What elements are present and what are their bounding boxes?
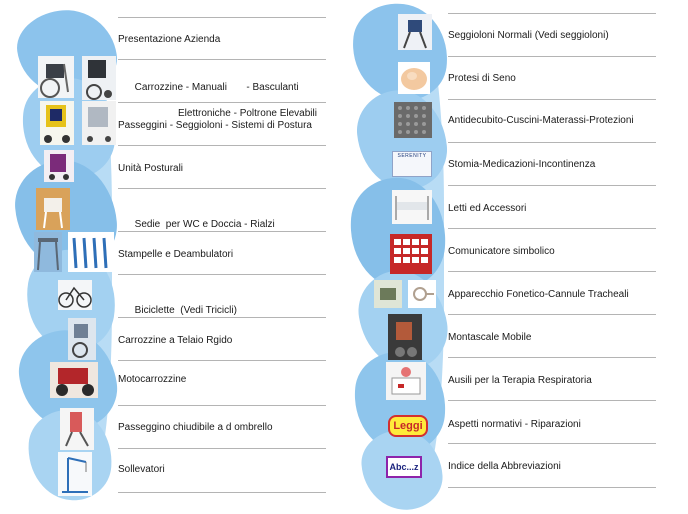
stroller-thumbnail[interactable] (40, 101, 116, 145)
menu-item-label: Montascale Mobile (448, 332, 532, 343)
divider (118, 17, 326, 18)
menu-item-carrozzine[interactable] (118, 68, 328, 146)
menu-item-telaio-rigido[interactable] (118, 334, 328, 347)
divider (118, 317, 326, 318)
rigid-wheelchair-thumbnail[interactable] (68, 318, 96, 360)
menu-item-label: Letti ed Accessori (448, 203, 527, 214)
menu-item-montascale[interactable] (448, 331, 658, 344)
divider (448, 228, 656, 229)
anti-decubitus-mattress-thumbnail[interactable] (394, 102, 432, 138)
menu-item-stomia[interactable] (448, 158, 658, 171)
phonetic-device-thumbnail[interactable] (374, 280, 436, 308)
menu-item-label: Stomia-Medicazioni-Incontinenza (448, 159, 596, 170)
divider (448, 13, 656, 14)
menu-item-sollevatori[interactable] (118, 463, 328, 476)
divider (448, 443, 656, 444)
divider (118, 274, 326, 275)
menu-item-indice-abbreviazioni[interactable] (448, 460, 658, 473)
divider (118, 145, 326, 146)
menu-item-passeggini[interactable] (118, 119, 328, 132)
menu-item-label: Passeggino chiudibile a d ombrello (118, 422, 273, 433)
divider (448, 56, 656, 57)
divider (448, 487, 656, 488)
serenity-brand-text: SERENITY (397, 153, 427, 159)
divider (448, 314, 656, 315)
menu-item-label: Carrozzine - Manuali - Basculanti (134, 82, 299, 93)
menu-item-stampelle[interactable] (118, 248, 328, 261)
menu-item-terapia-respiratoria[interactable] (448, 374, 658, 387)
menu-item-label: Indice della Abbreviazioni (448, 461, 561, 472)
divider (448, 357, 656, 358)
menu-item-label: Sedie per WC e Doccia - Rialzi (134, 219, 275, 230)
menu-item-label: Stampelle e Deambulatori (118, 249, 234, 260)
menu-item-label: Motocarrozzine (118, 374, 187, 385)
menu-item-apparecchio-fonetico[interactable] (448, 288, 658, 301)
menu-item-unita-posturali[interactable] (118, 162, 328, 175)
menu-item-label: Sollevatori (118, 464, 165, 475)
divider (448, 185, 656, 186)
menu-item-antidecubito[interactable] (448, 114, 658, 127)
divider (448, 400, 656, 401)
wheelchair-thumbnail[interactable] (38, 56, 116, 102)
motor-chair-thumbnail[interactable] (50, 362, 98, 398)
shower-chair-thumbnail[interactable] (36, 188, 70, 230)
divider (118, 231, 326, 232)
menu-item-label: Passeggini - Seggioloni - Sistemi di Postura (118, 120, 312, 131)
leggi-badge-icon[interactable] (388, 415, 428, 437)
breast-prosthesis-thumbnail[interactable] (398, 62, 430, 94)
menu-item-label: Unità Posturali (118, 163, 184, 174)
serenity-product-thumbnail[interactable] (392, 151, 432, 177)
postural-unit-thumbnail[interactable] (44, 150, 74, 182)
menu-item-label: Antidecubito-Cuscini-Materassi-Protezioni (448, 115, 634, 126)
menu-item-label: Presentazione Azienda (118, 34, 221, 45)
divider (118, 492, 326, 493)
menu-item-letti[interactable] (448, 202, 658, 215)
menu-item-label-line2: Elettroniche - Poltrone Elevabili (178, 108, 317, 119)
crutches-walker-thumbnail[interactable] (34, 232, 114, 272)
patient-lift-thumbnail[interactable] (58, 452, 92, 496)
divider (118, 405, 326, 406)
menu-item-label: Biciclette (Vedi Tricicli) (134, 305, 237, 316)
divider (118, 59, 326, 60)
menu-item-label: Apparecchio Fonetico-Cannule Tracheali (448, 289, 629, 300)
bed-thumbnail[interactable] (392, 190, 432, 224)
bicycle-thumbnail[interactable] (58, 280, 92, 310)
abbreviations-badge-icon[interactable] (386, 456, 422, 478)
menu-item-passeggino-ombrello[interactable] (118, 421, 328, 434)
divider (118, 448, 326, 449)
menu-item-sedie-wc[interactable] (118, 205, 328, 244)
menu-item-motocarrozzine[interactable] (118, 373, 328, 386)
abbreviations-badge-text: Abc...z (389, 462, 419, 472)
menu-item-label: Seggioloni Normali (Vedi seggioloni) (448, 30, 609, 41)
umbrella-stroller-thumbnail[interactable] (60, 408, 94, 450)
menu-item-label: Ausili per la Terapia Respiratoria (448, 375, 592, 386)
stair-climber-thumbnail[interactable] (388, 314, 422, 360)
menu-item-label: Protesi di Seno (448, 73, 516, 84)
divider (448, 271, 656, 272)
divider (118, 188, 326, 189)
menu-item-protesi-seno[interactable] (448, 72, 658, 85)
menu-item-presentazione[interactable] (118, 33, 328, 46)
menu-item-biciclette[interactable] (118, 291, 328, 330)
symbol-communicator-thumbnail[interactable] (390, 234, 432, 274)
divider (448, 142, 656, 143)
divider (448, 99, 656, 100)
menu-item-seggioloni-normali[interactable] (448, 29, 658, 42)
menu-item-comunicatore[interactable] (448, 245, 658, 258)
menu-item-label: Carrozzine a Telaio Rgido (118, 335, 233, 346)
menu-item-aspetti-normativi[interactable] (448, 418, 658, 431)
menu-item-label: Comunicatore simbolico (448, 246, 555, 257)
menu-item-label: Aspetti normativi - Riparazioni (448, 419, 581, 430)
divider (118, 360, 326, 361)
divider (118, 102, 326, 103)
respiratory-therapy-thumbnail[interactable] (386, 362, 426, 400)
high-chair-thumbnail[interactable] (398, 14, 432, 50)
leggi-badge-text: Leggi (393, 420, 423, 432)
